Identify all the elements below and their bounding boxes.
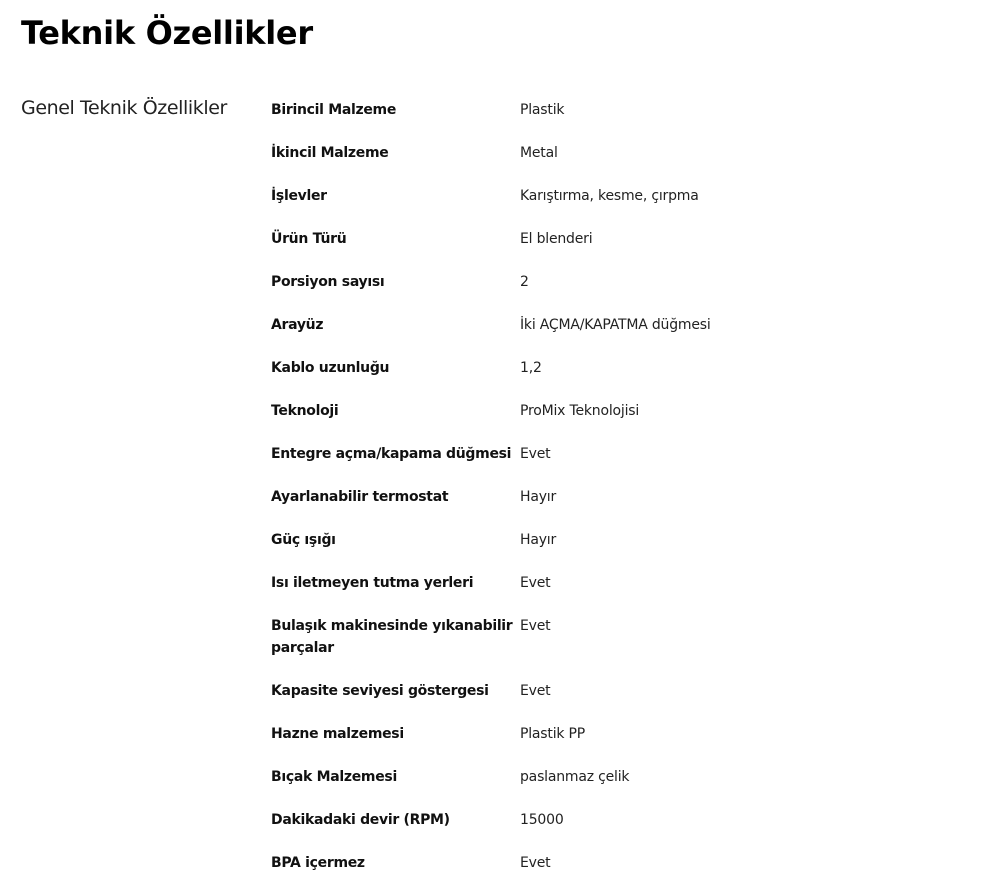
spec-label: Hazne malzemesi [271,726,404,742]
spec-row-islevler [271,185,971,207]
spec-row-isi-iletmeyen-tutma-yerleri [271,572,971,594]
spec-label: Ayarlanabilir termostat [271,489,449,505]
spec-value: Plastik [520,102,565,118]
spec-value: Karıştırma, kesme, çırpma [520,188,699,204]
spec-value: Metal [520,145,558,161]
spec-value: Evet [520,575,551,591]
spec-label: Arayüz [271,317,324,333]
spec-list [271,99,971,895]
spec-row-kapasite-seviyesi-gostergesi [271,680,971,702]
spec-row-birincil-malzeme [271,99,971,121]
spec-value: 2 [520,274,529,290]
spec-value: Plastik PP [520,726,586,742]
spec-row-urun-turu [271,228,971,250]
spec-label: BPA içermez [271,855,365,871]
page-title: Teknik Özellikler [21,14,313,52]
spec-label: Kapasite seviyesi göstergesi [271,683,489,699]
spec-value: Evet [520,855,551,871]
spec-label: Güç ışığı [271,532,336,548]
spec-label: Birincil Malzeme [271,102,397,118]
spec-value: Evet [520,683,551,699]
spec-value: Hayır [520,489,557,505]
spec-row-teknoloji [271,400,971,422]
spec-label: Porsiyon sayısı [271,274,385,290]
spec-value: ProMix Teknolojisi [520,403,640,419]
spec-label: Isı iletmeyen tutma yerleri [271,575,474,591]
spec-value: El blenderi [520,231,593,247]
spec-label: Dakikadaki devir (RPM) [271,812,450,828]
spec-row-ikincil-malzeme [271,142,971,164]
spec-row-hazne-malzemesi [271,723,971,745]
spec-value: 15000 [520,812,564,828]
spec-label: İkincil Malzeme [271,145,389,161]
spec-value: Hayır [520,532,557,548]
spec-row-ayarlanabilir-termostat [271,486,971,508]
section-title: Genel Teknik Özellikler [21,97,227,119]
spec-label: Bulaşık makinesinde yıkanabilir parçalar [271,618,513,656]
spec-value: Evet [520,446,551,462]
spec-row-kablo-uzunlugu [271,357,971,379]
spec-value: 1,2 [520,360,542,376]
spec-row-bicak-malzemesi [271,766,971,788]
spec-label: İşlevler [271,188,327,204]
spec-label: Bıçak Malzemesi [271,769,397,785]
spec-value: İki AÇMA/KAPATMA düğmesi [520,317,711,333]
spec-label: Entegre açma/kapama düğmesi [271,446,512,462]
spec-label: Kablo uzunluğu [271,360,390,376]
spec-value: paslanmaz çelik [520,769,630,785]
spec-row-bulasik-makinesinde-yikanabilir-parcalar [271,615,971,659]
spec-row-arayuz [271,314,971,336]
spec-label: Ürün Türü [271,231,347,247]
spec-row-entegre-acma-kapama-dugmesi [271,443,971,465]
spec-row-bpa-icermez [271,852,971,874]
spec-row-porsiyon-sayisi [271,271,971,293]
spec-label: Teknoloji [271,403,339,419]
spec-value: Evet [520,618,551,634]
spec-row-dakikadaki-devir [271,809,971,831]
spec-row-guc-isigi [271,529,971,551]
